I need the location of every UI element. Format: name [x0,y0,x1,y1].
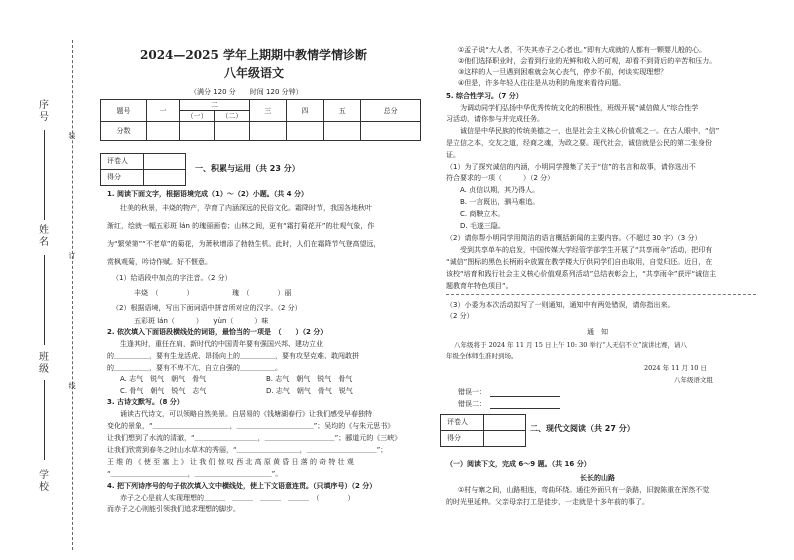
col-3: 三 [249,100,286,122]
q3-para-3: 让我们想到了水流的清澈，“＿＿＿＿＿＿＿＿＿，＿＿＿＿＿＿＿＿＿＿”；郦道元的《三峡》 [107,434,402,442]
q2-para-3: 的＿＿＿＿＿，要有不卑不亢、自立自强的＿＿＿＿＿。 [107,364,282,372]
q1-para-1: 壮美的秋景，丰烧的物产，孕育了内涵深远的民俗文化。霜降时节，我国各地秋叶 [120,204,372,212]
notice-signer: 八年级语文组 [674,376,713,384]
q5-2-stem: （2）请你帮小明同学用简洁的语言概括新闻的主要内容。（不超过 30 字）（3 分） [446,234,702,242]
q5-para-5: 证。 [446,151,460,159]
error-two-label: 错误二： [458,400,486,408]
q3-stem: 3. 古诗文默写。（8 分） [107,398,184,406]
mark-xian: 线 [68,382,76,390]
binding-line [72,40,73,550]
score-cell-2b[interactable] [214,122,249,141]
q4-item-3: ③这样的人一旦遇到困难就会灰心丧气，停步不前，何谈实现理想？ [458,68,668,76]
school-blank[interactable] [44,380,45,460]
q1-1-word-2: 瑰 （ ）丽 [232,289,292,297]
score-cell-1[interactable] [147,122,180,141]
class-label: 班级 [39,352,49,375]
name-blank[interactable] [44,130,45,220]
school-label: 学校 [39,470,49,493]
col-1: 一 [147,100,180,122]
col-total: 总分 [361,100,421,122]
q1-2-stem: （2）根据语境，写出下面词语中拼音所对应的汉字。（2 分） [112,304,302,312]
q5-para-1: 为调动同学们弘扬中华优秀传统文化的积极性，班级开展“诚信做人”综合性学 [460,104,699,112]
notice-date: 2024 年 11 月 10 日 [644,364,707,372]
grader-box-1 [100,153,186,186]
q5-1-stem-1: （1）为了探究诚信的内涵，小明同学搜集了关于“信”的名言和故事，请你选出不 [446,163,696,171]
q5-2-para-3: 该校“培育和践行社会主义核心价值观系列活动”总结表彰会上，“共享雨伞”获评“诚信主 [446,270,717,278]
q4-item-1: ①孟子说“大人者，不失其赤子之心者也。”即有大成就的人都有一颗婴儿般的心。 [458,46,707,54]
q3-para-1: 诵读古代诗文，可以领略自然美景。自居易的《钱塘湖春行》让我们感受早春独特 [120,410,372,418]
reading-1-stem: （一）阅读下文，完成 6～9 题。（共 16 分） [446,460,591,468]
grader-score-label: 得分 [107,173,121,181]
col-5: 五 [324,100,361,122]
name-label: 姓名 [39,225,49,248]
score-table [100,99,421,141]
class-blank[interactable] [44,255,45,345]
q3-para-6: “＿＿＿＿＿＿＿＿＿＿＿，＿＿＿＿＿＿＿＿＿＿＿”。 [107,470,283,478]
q5-1-option-b[interactable]: B. 一言既出，驷马难追。 [460,198,540,206]
score-label-score: 分数 [101,122,147,141]
q2-option-a[interactable]: A. 志气 锐气 朝气 骨气 [120,375,207,383]
q2-para-1: 生逢其时，重任在肩，新时代的中国青年要有强国兴邦、建功立业 [120,340,323,348]
q1-1-word-1: 丰烧 （ ） [134,289,194,297]
grader-label: 评卷人 [101,154,185,170]
notice-body-1: 八年级将于 2024 年 11 月 15 日上午 10: 30 举行“人无信不立”演讲比赛，请八 [454,341,688,349]
q5-2-para-1: 受到共享单车的启发，中国传媒大学经管学部学生开展了“共享雨伞”活动，把印有 [460,246,713,254]
q2-stem: 2. 依次填入下面语段横线处的词语，最恰当的一项是 （ ）（2 分） [107,328,328,336]
q2-option-d[interactable]: D. 志气 朝气 骨气 锐气 [266,387,353,395]
error-one-label: 错误一： [458,388,486,396]
q5-3-stem-2: （2 分） [446,312,474,320]
score-cell-5[interactable] [324,122,361,141]
q4-item-2: ②他们选择职业时，会看到行业的光鲜和收入的可观，却看不到背后的辛苦和压力。 [458,57,717,65]
col-2-sub1: （一） [180,111,215,122]
q5-1-option-a[interactable]: A. 贞信以期，其乃得人。 [460,186,540,194]
q5-1-option-c[interactable]: C. 商鞅立木。 [460,210,505,218]
score-cell-3[interactable] [249,122,286,141]
q1-para-3: 为“繁荣第”“不老草”的菊花，为萧秋增添了勃勃生机。此时，人们在霜降节气登高望远， [107,240,381,248]
q5-1-stem-2: 符合要求的一项（ ）（2 分） [446,174,555,182]
exam-subject: 八年级语文 [224,66,285,80]
section-1-title: 一、积累与运用（共 23 分） [195,164,300,173]
q4-stem: 4. 把下列诗序号的句子依次填入文中横线处，使上下文语意连贯。（只填序号）（2 分） [107,482,377,490]
q2-para-2: 的＿＿＿＿＿，要有生龙活虎、昂扬向上的＿＿＿＿＿，要有攻坚克难、敢闯敢拼 [107,352,359,360]
col-2-sub2: （二） [214,111,249,122]
q1-2-words: 五彩斑 lán（ ） yùn（ ）味 [134,317,269,325]
notice-body-2: 年级全体师生准时到场。 [446,352,518,360]
q1-stem: 1. 阅读下面文字，根据语境完成（1）～（2）小题。（共 4 分） [107,190,308,198]
story-para-1: ①村与寨之间，山路相连，弯曲环绕。通往外面只有一条路，旧貌陈重在浑然不觉 [458,486,710,494]
score-cell-2a[interactable] [180,122,215,141]
story-title: 长长的山路 [580,474,615,482]
grader-score-label-2: 得分 [447,434,461,442]
q5-para-2: 习活动，请你参与并完成任务。 [446,115,544,123]
col-2: 二 [180,100,249,111]
q5-para-4: 是立信之本，交友之道，经商之魂，为政之要。现代社会，诚信就是公民的第二张身份 [446,139,712,147]
q5-1-option-d[interactable]: D. 毛遂三隐。 [460,222,505,230]
q5-2-para-2: “诚信”图标的黑色长柄雨伞放置在教学楼大厅供同学们自由取用，自觉归还。近日，在 [446,258,713,266]
score-label-question: 题号 [101,100,147,122]
q4-item-4: ④但是，许多年轻人往往是从功利的角度来看待问题。 [458,79,626,87]
q3-para-5: 王 维 的 《 使 至 塞 上 》 让 我 们 惊 叹 西 北 高 原 黄 昏 日 落 的 奇 特 壮 观 [107,458,354,466]
error-one-blank[interactable] [490,396,560,397]
notice-title: 通 知 [587,328,608,336]
q3-para-2: 变化的景象，“＿＿＿＿＿＿＿＿＿＿＿，＿＿＿＿＿＿＿＿＿＿＿”；吴均的《与朱元思书》 [107,422,395,430]
score-cell-total[interactable] [361,122,421,141]
q5-2-para-4: 题教育年特色项目”。 [446,282,513,290]
q1-1-stem: （1）给语段中加点的字注音。（2 分） [112,274,232,282]
q5-3-stem-1: （3）小委为本次活动拟写了一则通知，通知中有两处错误，请你指出来。 [446,301,675,309]
seat-label: 序号 [39,100,49,123]
col-4: 四 [286,100,323,122]
q5-para-3: 诚信是中华民族的传统美德之一，也是社会主义核心价值观之一。在古人眼中，“信” [460,127,720,135]
q1-para-2: 渐红，绘就一幅五彩斑 lán 的瑰丽画卷；山林之间，更有“霜打菊花开”的壮观气象，作 [107,222,375,230]
mark-ding: 订 [68,252,76,260]
grader-box-2 [440,414,526,447]
exam-title: 2024—2025 学年上期期中教情学情诊断 [140,48,367,62]
q4-para-2: 而赤子之心则能引领我们追求理想的脚步。 [107,505,240,513]
answer-line-divider [446,294,756,295]
q2-option-b[interactable]: B. 志气 朝气 锐气 骨气 [266,375,353,383]
exam-meta: （满分 120 分 时间 120 分钟） [190,88,303,96]
q3-para-4: 让我们欣赏到春冬之时山水草木的秀丽，“＿＿＿＿＿＿＿＿＿，＿＿＿＿＿＿＿＿＿＿”； [107,446,388,454]
q2-option-c[interactable]: C. 骨气 朝气 锐气 志气 [120,387,207,395]
score-cell-4[interactable] [286,122,323,141]
grader-label-2: 评卷人 [441,415,525,431]
q4-para-1: 赤子之心是前人实现理想的＿＿＿ ＿＿＿ ＿＿＿ ＿＿＿ （ ） [120,494,355,502]
section-2-title: 二、现代文阅读（共 27 分） [530,424,635,433]
q5-stem: 5. 综合性学习。（7 分） [446,92,523,100]
mark-zhuang: 装 [68,132,76,140]
error-two-blank[interactable] [490,408,560,409]
story-para-2: 的时光里延伸。父亲母亲打工是徒步，一走就是十多年前的事了。 [446,498,649,506]
q1-para-4: 赏枫观菊，吟诗作赋。好不惬意。 [107,258,212,266]
